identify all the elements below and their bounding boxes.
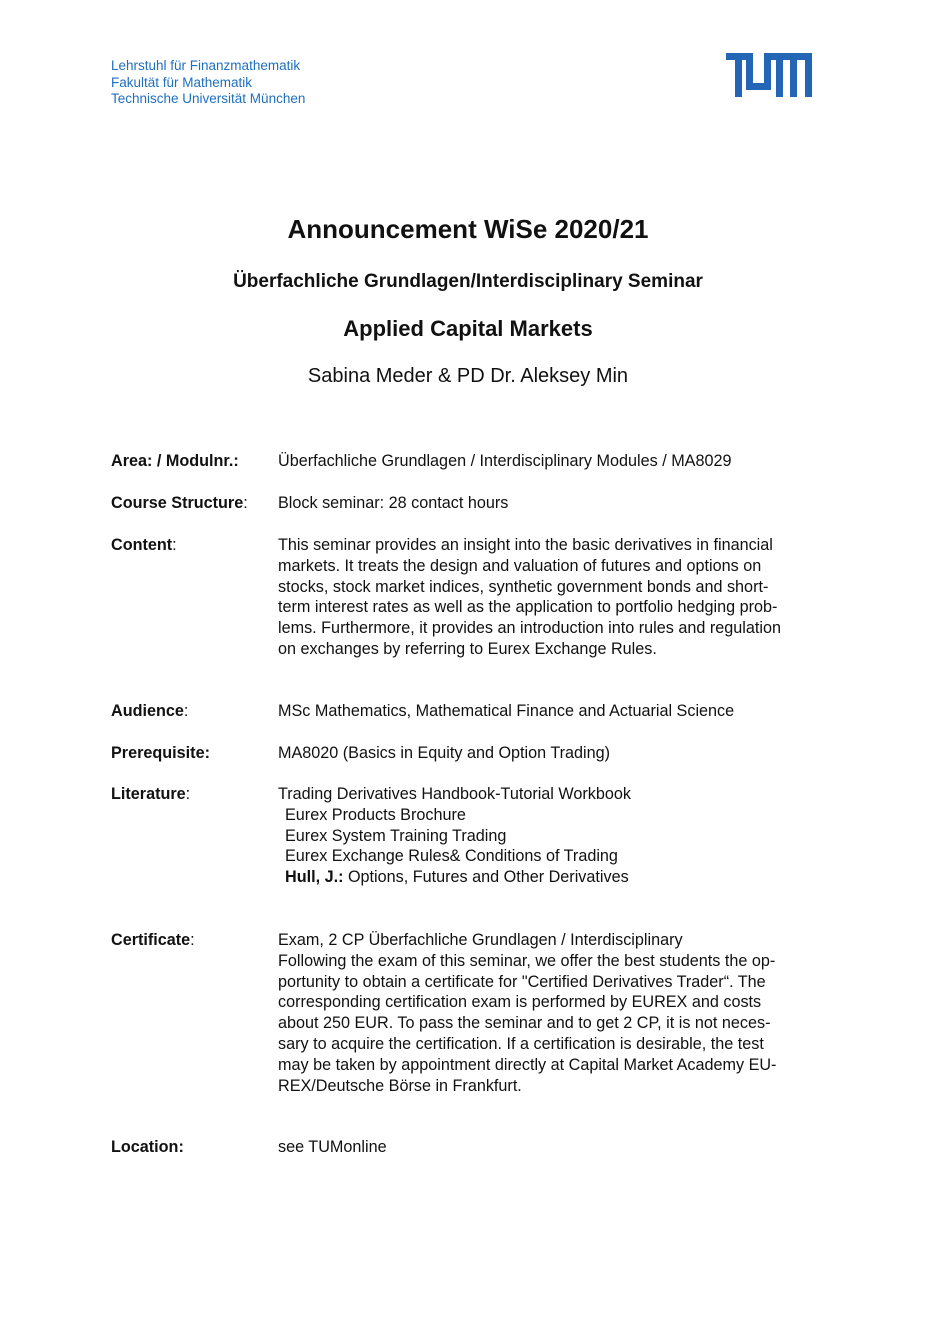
content-label: Content: <box>111 536 177 554</box>
certificate-line: portunity to obtain a certificate for "Certified Derivatives Trader“. The <box>278 972 766 991</box>
area-label: Area: / Modulnr.: <box>111 452 239 470</box>
tum-logo <box>726 53 812 97</box>
page-title: Announcement WiSe 2020/21 <box>287 214 649 244</box>
certificate-line: corresponding certification exam is performed by EUREX and costs <box>278 993 762 1012</box>
certificate-line: sary to acquire the certification. If a certification is desirable, the test <box>278 1034 764 1053</box>
audience-label: Audience: <box>111 702 189 720</box>
location-label: Location: <box>111 1138 184 1156</box>
literature-label: Literature: <box>111 785 191 803</box>
content-line: This seminar provides an insight into the basic derivatives in financial <box>278 536 773 554</box>
content-line: stocks, stock market indices, synthetic government bonds and short- <box>278 577 769 596</box>
literature-item: Eurex Exchange Rules& Conditions of Trading <box>285 847 618 866</box>
chair-name: Lehrstuhl für Finanzmathematik <box>111 58 301 73</box>
certificate-line: about 250 EUR. To pass the seminar and to get 2 CP, it is not neces- <box>278 1014 771 1033</box>
certificate-line: Exam, 2 CP Überfachliche Grundlagen / Interdisciplinary <box>278 931 683 949</box>
content-line: lems. Furthermore, it provides an introduction into rules and regulation <box>278 619 781 638</box>
course-name: Applied Capital Markets <box>343 316 593 341</box>
location-value: see TUMonline <box>278 1138 387 1156</box>
university-name: Technische Universität München <box>111 91 306 106</box>
prerequisite-label: Prerequisite: <box>111 744 210 762</box>
audience-value: MSc Mathematics, Mathematical Finance and Actuarial Science <box>278 702 735 720</box>
structure-label: Course Structure: <box>111 494 248 512</box>
certificate-line: may be taken by appointment directly at Capital Market Academy EU- <box>278 1055 777 1074</box>
certificate-line: Following the exam of this seminar, we offer the best students the op- <box>278 951 776 970</box>
structure-value: Block seminar: 28 contact hours <box>278 494 509 512</box>
certificate-line: REX/Deutsche Börse in Frankfurt. <box>278 1076 522 1095</box>
literature-item <box>278 867 826 888</box>
literature-item: Eurex System Training Trading <box>285 826 507 845</box>
certificate-label: Certificate: <box>111 931 195 949</box>
literature-item: Eurex Products Brochure <box>285 805 466 824</box>
content-line: on exchanges by referring to Eurex Exchange Rules. <box>278 639 657 658</box>
faculty-name: Fakultät für Mathematik <box>111 74 253 90</box>
content-text <box>278 535 826 660</box>
literature-author: Hull, J.: <box>285 868 344 887</box>
content-line: term interest rates as well as the application to portfolio hedging prob- <box>278 598 778 617</box>
area-value: Überfachliche Grundlagen / Interdisciplinary Modules / MA8029 <box>278 452 732 470</box>
certificate-text <box>278 930 826 1096</box>
literature-list <box>278 784 826 888</box>
literature-item: Trading Derivatives Handbook-Tutorial Workbook <box>278 785 631 803</box>
content-line: markets. It treats the design and valuation of futures and options on <box>278 556 762 575</box>
prerequisite-value: MA8020 (Basics in Equity and Option Trading) <box>278 744 611 762</box>
lecturers: Sabina Meder & PD Dr. Aleksey Min <box>307 365 629 387</box>
literature-title: Options, Futures and Other Derivatives <box>343 868 629 887</box>
institution-header <box>111 58 305 108</box>
seminar-type: Überfachliche Grundlagen/Interdisciplinary Seminar <box>233 271 703 292</box>
